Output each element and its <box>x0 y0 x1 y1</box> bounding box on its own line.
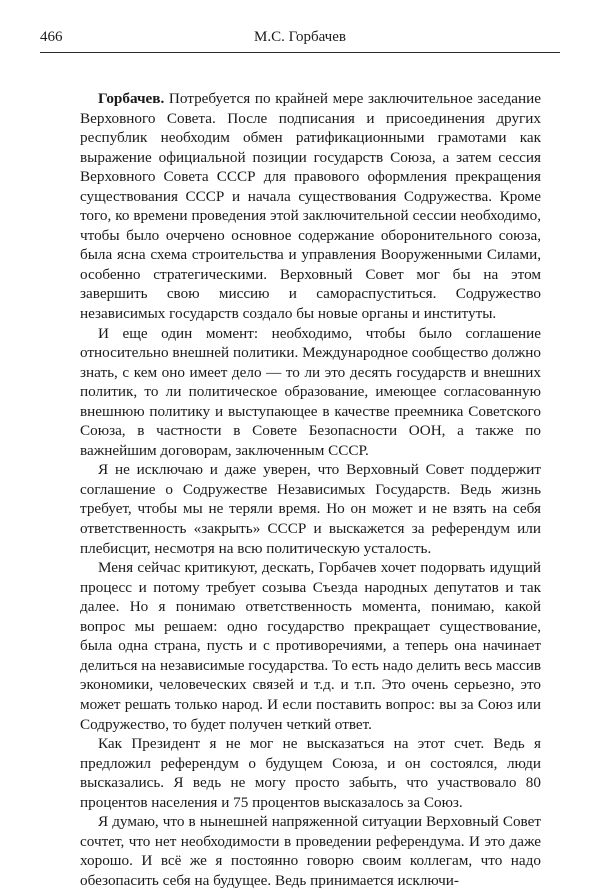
page-number: 466 <box>40 29 63 45</box>
paragraph-text: Потребуется по крайней мере заключительное заседание Верховного Совета. После подписания и присоединения других республик необходим обмен ратификационными грамотами как выражение официальной позиции государств Союза, а затем сессия Верховного Совета СССР для правового оформления прекращения существования СССР и начала существования Содружества. Кроме того, ко времени проведения этой заключительной сессии необходимо, чтобы было очерчено основное содержание оборонительного союза, была ясна схема строительства и управления Вооруженными Силами, особенно стратегическими. Верховный Совет мог бы на этом завершить свою миссию и самораспуститься. Содружество независимых государств создало бы новые органы и институты. <box>80 90 541 323</box>
paragraph: Меня сейчас критикуют, дескать, Горбачев хочет подорвать идущий процесс и потому требует созыва Съезда народных депутатов и так далее. Но я понимаю ответственность момента, понимаю, какой вопрос мы решаем: одно государство прекращает существование, была одна страна, пусть и с противоречиями, а теперь она начинает делиться на независимые государства. То есть надо делить весь массив экономики, человеческих связей и т.д. и т.п. Это очень серьезно, это может решать только народ. И если поставить вопрос: вы за Союз или Содружество, то будет получен четкий ответ. <box>80 559 541 733</box>
running-header <box>40 24 560 50</box>
paragraph: Как Президент я не мог не высказаться на этот счет. Ведь я предложил референдум о будущем Союза, и он состоялся, люди высказались. Я ведь не могу просто забыть, что участвовало 80 процентов населения и 75 процентов высказалось за Союз. <box>80 735 541 811</box>
paragraph: И еще один момент: необходимо, чтобы было соглашение относительно внешней политики. Международное сообщество должно знать, с кем оно имеет дело — то ли это десять государств и внешних политик, то ли политическое образование, имеющее согласованную внешнюю политику и выступающее в качестве преемника Советского Союза, в частности в Совете Безопасности ООН, а также по важнейшим договорам, заключенным СССР. <box>80 324 541 459</box>
paragraph: Я не исключаю и даже уверен, что Верховный Совет поддержит соглашение о Содружестве Независимых Государств. Ведь жизнь требует, чтобы мы не теряли время. Но он может и не взять на себя ответственность «закрыть» СССР и выскажется за референдум или плебисцит, несмотря на всю политическую усталость. <box>80 461 541 557</box>
body-text <box>80 89 541 890</box>
header-rule <box>40 52 560 53</box>
running-title: М.С. Горбачев <box>254 29 346 45</box>
speaker-name: Горбачев. <box>98 90 165 107</box>
paragraph <box>80 89 541 324</box>
paragraph: Я думаю, что в нынешней напряженной ситуации Верховный Совет сочтет, что нет необходимости в проведении референдума. И это даже хорошо. И всё же я постоянно говорю своим коллегам, что надо обезопасить себя на будущее. Ведь принимается исключи- <box>80 813 541 889</box>
